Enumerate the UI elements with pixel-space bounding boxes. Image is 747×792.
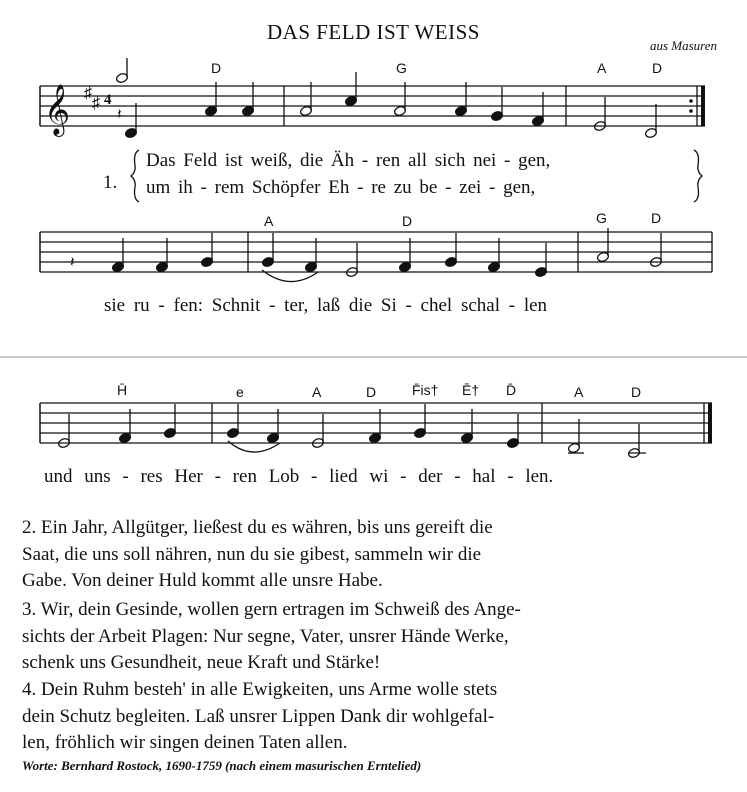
clef-and-key	[44, 84, 122, 137]
staff-system-2	[40, 232, 712, 272]
chord-label: D	[211, 60, 222, 76]
verse-line: 4. Dein Ruhm besteh' in alle Ewigkeiten, uns Arme wolle stets	[22, 679, 498, 700]
verse-line: dein Schutz begleiten. Laß unsrer Lippen Dank dir wohlgefal-	[22, 705, 495, 727]
svg-text:♯: ♯	[92, 95, 100, 112]
svg-text:𝄽: 𝄽	[70, 255, 75, 271]
verse-line: len, fröhlich wir singen deinen Taten allen.	[22, 732, 348, 753]
chord-label: D	[402, 213, 413, 229]
svg-text:𝄽: 𝄽	[117, 107, 122, 123]
lyric-line: und uns - res Her - ren Lob - lied wi - der - hal - len.	[44, 466, 554, 487]
verse-line: Gabe. Von deiner Huld kommt alle unsre Habe.	[22, 570, 383, 591]
chord-label: A	[312, 384, 322, 400]
lyric-line: Das Feld ist weiß, die Äh - ren all sich nei - gen,	[146, 150, 551, 171]
chord-label: G	[396, 60, 407, 76]
verse-number: 1.	[103, 172, 118, 193]
verse-line: schenk uns Gesundheit, neue Kraft und Stärke!	[22, 652, 381, 673]
verse-line: 2. Ein Jahr, Allgütger, ließest du es währen, bis uns gereift die	[22, 517, 493, 538]
song-origin: aus Masuren	[649, 38, 717, 53]
chord-label: D	[651, 210, 662, 226]
chord-label: A	[597, 60, 607, 76]
chord-label: D	[366, 384, 377, 400]
notes-system-3	[57, 404, 646, 459]
chord-label: G	[596, 210, 607, 226]
verse-line: 3. Wir, dein Gesinde, wollen gern ertragen im Schweiß des Ange-	[22, 599, 521, 620]
chord-label: D̄	[506, 382, 517, 398]
svg-text:♯: ♯	[84, 85, 92, 102]
chord-label: A	[574, 384, 584, 400]
author-credit: Worte: Bernhard Rostock, 1690-1759 (nach einem masurischen Erntelied)	[22, 758, 422, 773]
notes-system-2	[70, 228, 663, 282]
lyric-line: um ih - rem Schöpfer Eh - re zu be - zei - gen,	[146, 177, 536, 198]
svg-text:4: 4	[104, 92, 112, 108]
chord-label: A	[264, 213, 274, 229]
svg-text:𝄞: 𝄞	[44, 84, 71, 135]
verse-4	[22, 677, 497, 757]
verse-2	[22, 515, 493, 595]
chord-label: H̄	[117, 382, 128, 398]
chord-label: F̄is†	[412, 382, 439, 398]
verse-3	[22, 597, 521, 677]
chord-label: D	[652, 60, 663, 76]
verse-line: Saat, die uns soll nähren, nun du sie gibest, sammeln wir die	[22, 543, 482, 565]
chord-label: Ē†	[462, 382, 480, 398]
lyric-line: sie ru - fen: Schnit - ter, laß die Si - chel schal - len	[104, 295, 548, 316]
chord-label: e	[236, 384, 244, 400]
verse-line: sichts der Arbeit Plagen: Nur segne, Vater, unsrer Hände Werke,	[22, 625, 509, 647]
song-title: DAS FELD IST WEISS	[266, 20, 480, 44]
chord-label: D	[631, 384, 642, 400]
